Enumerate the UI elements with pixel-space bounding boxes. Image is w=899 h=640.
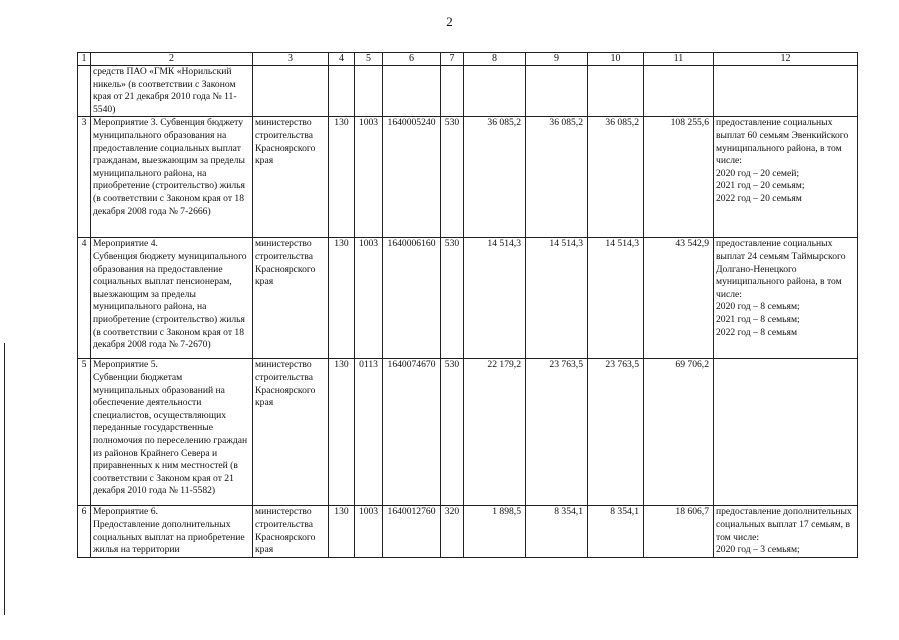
code-cell: 130 xyxy=(329,238,355,359)
code-cell: 320 xyxy=(441,506,464,557)
code-cell xyxy=(355,66,383,117)
page-number: 2 xyxy=(446,14,453,29)
column-header: 12 xyxy=(714,53,858,66)
row-number: 4 xyxy=(78,238,91,359)
code-cell: 530 xyxy=(441,359,464,506)
column-header: 3 xyxy=(253,53,329,66)
total-cell: 108 255,6 xyxy=(644,117,714,238)
amount-cell: 22 179,2 xyxy=(464,359,526,506)
amount-cell: 23 763,5 xyxy=(526,359,588,506)
code-cell: 130 xyxy=(329,117,355,238)
amount-cell: 36 085,2 xyxy=(464,117,526,238)
table-row xyxy=(78,117,858,238)
total-cell: 69 706,2 xyxy=(644,359,714,506)
code-cell: 1640074670 xyxy=(383,359,441,506)
code-cell xyxy=(329,66,355,117)
code-cell: 0113 xyxy=(355,359,383,506)
total-cell: 18 606,7 xyxy=(644,506,714,557)
column-header: 8 xyxy=(464,53,526,66)
column-header: 1 xyxy=(78,53,91,66)
table-row xyxy=(78,238,858,359)
code-cell xyxy=(441,66,464,117)
result-cell: предоставление социальных выплат 24 семьям Таймырского Долгано-Ненецкого муниципального района, в том числе: 2020 год – 8 семьям; 2021 год – 8 семьям; 2022 год – 8 семьям xyxy=(714,238,858,359)
ministry-cell: министерство строительства Красноярского края xyxy=(253,117,329,238)
result-cell xyxy=(714,66,858,117)
table-row xyxy=(78,359,858,506)
ministry-cell: министерство строительства Красноярского края xyxy=(253,359,329,506)
column-header: 2 xyxy=(91,53,253,66)
code-cell: 1640005240 xyxy=(383,117,441,238)
amount-cell xyxy=(588,66,644,117)
margin-line xyxy=(4,343,5,615)
ministry-cell: министерство строительства Красноярского края xyxy=(253,238,329,359)
result-cell xyxy=(714,359,858,506)
table-row xyxy=(78,506,858,557)
code-cell: 1003 xyxy=(355,117,383,238)
result-cell: предоставление дополнительных социальных выплат 17 семьям, в том числе: 2020 год – 3 семьям; xyxy=(714,506,858,557)
column-header: 6 xyxy=(383,53,441,66)
ministry-cell xyxy=(253,66,329,117)
row-number: 3 xyxy=(78,117,91,238)
code-cell xyxy=(383,66,441,117)
ministry-cell: министерство строительства Красноярского края xyxy=(253,506,329,557)
code-cell: 1003 xyxy=(355,238,383,359)
amount-cell: 1 898,5 xyxy=(464,506,526,557)
column-header: 9 xyxy=(526,53,588,66)
event-description: Мероприятие 6. Предоставление дополнительных социальных выплат на приобретение жилья на территории xyxy=(91,506,253,557)
amount-cell: 8 354,1 xyxy=(526,506,588,557)
column-header: 5 xyxy=(355,53,383,66)
amount-cell: 14 514,3 xyxy=(526,238,588,359)
column-header: 4 xyxy=(329,53,355,66)
event-description: средств ПАО «ГМК «Норильский никель» (в соответствии с Законом края от 21 декабря 2010 года № 11-5540) xyxy=(91,66,253,117)
measures-table xyxy=(77,52,858,558)
table-row xyxy=(78,66,858,117)
column-header: 7 xyxy=(441,53,464,66)
column-header: 11 xyxy=(644,53,714,66)
code-cell: 1640012760 xyxy=(383,506,441,557)
amount-cell: 14 514,3 xyxy=(464,238,526,359)
event-description: Мероприятие 5. Субвенции бюджетам муниципальных образований на обеспечение деятельности специалистов, осуществляющих переданные государственные полномочия по переселению граждан из районов Крайнего Севера и приравненных к ним местностей (в соответствии с Законом края от 21 декабря 2010 года № 11-5582) xyxy=(91,359,253,506)
code-cell: 1640006160 xyxy=(383,238,441,359)
total-cell xyxy=(644,66,714,117)
column-header: 10 xyxy=(588,53,644,66)
code-cell: 530 xyxy=(441,238,464,359)
amount-cell: 36 085,2 xyxy=(526,117,588,238)
amount-cell: 14 514,3 xyxy=(588,238,644,359)
code-cell: 1003 xyxy=(355,506,383,557)
code-cell: 530 xyxy=(441,117,464,238)
row-number: 5 xyxy=(78,359,91,506)
event-description: Мероприятие 4. Субвенция бюджету муниципального образования на предоставление социальных выплат пенсионерам, выезжающим за пределы муниципального района, на приобретение (строительство) жилья (в соответствии с Законом края от 18 декабря 2008 года № 7-2670) xyxy=(91,238,253,359)
amount-cell: 36 085,2 xyxy=(588,117,644,238)
result-cell: предоставление социальных выплат 60 семьям Эвенкийского муниципального района, в том числе: 2020 год – 20 семей; 2021 год – 20 семьям; 2022 год – 20 семьям xyxy=(714,117,858,238)
row-number xyxy=(78,66,91,117)
amount-cell xyxy=(526,66,588,117)
table-header-row xyxy=(78,53,858,66)
code-cell: 130 xyxy=(329,506,355,557)
event-description: Мероприятие 3. Субвенция бюджету муниципального образования на предоставление социальных выплат гражданам, выезжающим за пределы муниципального района, на приобретение (строительство) жилья (в соответствии с Законом края от 18 декабря 2008 года № 7-2666) xyxy=(91,117,253,238)
row-number: 6 xyxy=(78,506,91,557)
amount-cell: 23 763,5 xyxy=(588,359,644,506)
amount-cell: 8 354,1 xyxy=(588,506,644,557)
amount-cell xyxy=(464,66,526,117)
total-cell: 43 542,9 xyxy=(644,238,714,359)
code-cell: 130 xyxy=(329,359,355,506)
